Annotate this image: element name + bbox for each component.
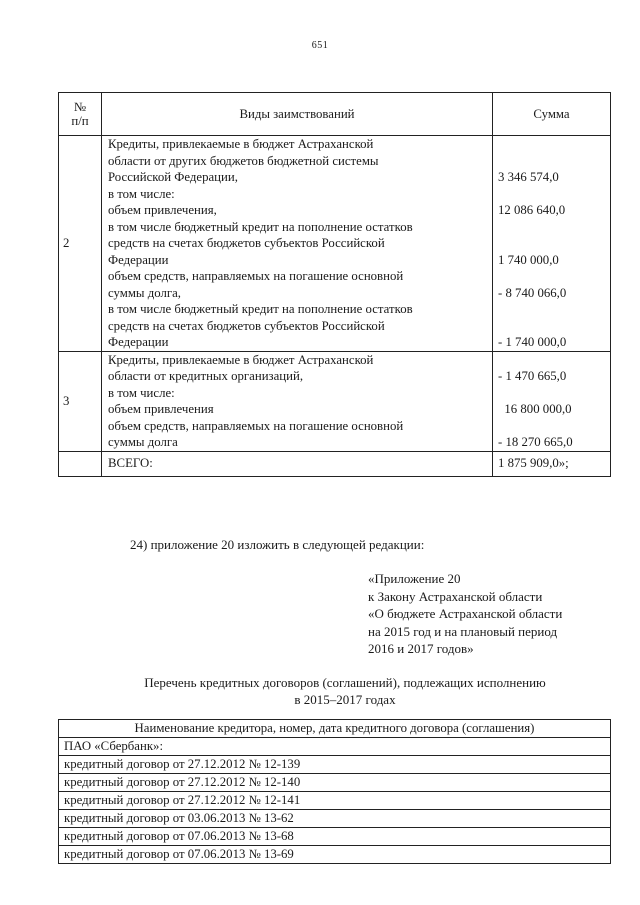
total-row xyxy=(59,451,611,476)
instruction-text: 24) приложение 20 изложить в следующей редакции: xyxy=(130,537,425,552)
amount-line: 16 800 000,0 xyxy=(498,402,572,416)
agreements-header-row xyxy=(59,720,611,738)
description-line: в том числе: xyxy=(108,385,175,400)
total-amount: 1 875 909,0»; xyxy=(493,451,611,476)
table-row xyxy=(59,136,611,352)
creditor-name: ПАО «Сбербанк»: xyxy=(59,738,611,756)
amount-line xyxy=(498,153,610,170)
total-number-cell xyxy=(59,451,102,476)
row-number: 3 xyxy=(59,351,102,451)
amount-line: - 1 470 665,0 xyxy=(498,369,567,383)
description-line: средств на счетах бюджетов субъектов Российской xyxy=(108,318,385,333)
agreement-item: кредитный договор от 03.06.2013 № 13-62 xyxy=(59,810,611,828)
row-description xyxy=(102,351,493,451)
description-line: Российской Федерации, xyxy=(108,170,238,184)
column-header-sum: Сумма xyxy=(493,93,611,136)
amount-line: 1 740 000,0 xyxy=(498,252,559,267)
agreements-header: Наименование кредитора, номер, дата кредитного договора (соглашения) xyxy=(59,720,611,738)
appendix-header xyxy=(368,570,562,658)
description-line: объем привлечения xyxy=(108,402,214,416)
amount-line: - 8 740 066,0 xyxy=(498,285,567,300)
agreement-item: кредитный договор от 27.12.2012 № 12-139 xyxy=(59,756,611,774)
table-row xyxy=(59,828,611,846)
appendix-line: «Приложение 20 xyxy=(368,571,461,586)
amount-line xyxy=(498,385,610,402)
description-line: Федерации xyxy=(108,252,169,267)
agreements-table xyxy=(58,719,611,864)
amount-line xyxy=(498,186,610,203)
description-line: суммы долга xyxy=(108,435,178,449)
agreement-item: кредитный договор от 27.12.2012 № 12-141 xyxy=(59,792,611,810)
description-line: в том числе бюджетный кредит на пополнение остатков xyxy=(108,302,413,316)
list-title-line2: в 2015–2017 годах xyxy=(294,692,396,707)
amount-line xyxy=(498,136,610,153)
description-line: Кредиты, привлекаемые в бюджет Астраханской xyxy=(108,352,374,367)
description-line: объем привлечения, xyxy=(108,203,217,217)
table-row xyxy=(59,846,611,864)
row-amounts xyxy=(493,136,611,352)
column-header-type: Виды заимствований xyxy=(102,93,493,136)
list-title-line1: Перечень кредитных договоров (соглашений), подлежащих исполнению xyxy=(144,675,546,690)
agreement-item: кредитный договор от 07.06.2013 № 13-69 xyxy=(59,846,611,864)
agreement-item: кредитный договор от 27.12.2012 № 12-140 xyxy=(59,774,611,792)
description-line: объем средств, направляемых на погашение основной xyxy=(108,418,404,433)
amount-line: 12 086 640,0 xyxy=(498,203,566,217)
amount-line xyxy=(498,301,610,318)
amount-line xyxy=(498,219,610,236)
appendix-line: на 2015 год и на плановый период xyxy=(368,623,558,639)
description-line: суммы долга, xyxy=(108,285,181,300)
list-title xyxy=(80,674,610,708)
row-amounts xyxy=(493,351,611,451)
appendix-line: к Закону Астраханской области xyxy=(368,588,543,604)
table-row xyxy=(59,792,611,810)
description-line: в том числе бюджетный кредит на пополнение остатков xyxy=(108,219,413,234)
appendix-line: «О бюджете Астраханской области xyxy=(368,606,563,621)
table-header-row xyxy=(59,93,611,136)
description-line: в том числе: xyxy=(108,186,175,201)
amount-line xyxy=(498,318,610,335)
borrowings-table xyxy=(58,92,611,477)
description-line: области от кредитных организаций, xyxy=(108,369,304,383)
appendix-line: 2016 и 2017 годов» xyxy=(368,641,474,656)
description-line: области от других бюджетов бюджетной системы xyxy=(108,153,379,168)
amount-line xyxy=(498,268,610,285)
description-line: Федерации xyxy=(108,335,169,349)
table-row xyxy=(59,351,611,451)
amount-line: - 18 270 665,0 xyxy=(498,435,573,449)
creditor-row xyxy=(59,738,611,756)
agreement-item: кредитный договор от 07.06.2013 № 13-68 xyxy=(59,828,611,846)
amount-line xyxy=(498,352,610,369)
total-label: ВСЕГО: xyxy=(102,451,493,476)
header-num-line1: № xyxy=(73,100,87,114)
description-line: объем средств, направляемых на погашение основной xyxy=(108,269,404,283)
column-header-number xyxy=(59,93,102,136)
table-row xyxy=(59,810,611,828)
page-number: 651 xyxy=(311,40,329,51)
table-row xyxy=(59,756,611,774)
amount-line xyxy=(498,418,610,435)
description-line: средств на счетах бюджетов субъектов Российской xyxy=(108,236,385,250)
amount-line: - 1 740 000,0 xyxy=(498,335,567,349)
description-line: Кредиты, привлекаемые в бюджет Астраханской xyxy=(108,137,374,151)
amount-line xyxy=(498,235,610,252)
amount-line: 3 346 574,0 xyxy=(498,170,559,184)
table-row xyxy=(59,774,611,792)
header-num-line2: п/п xyxy=(71,114,89,128)
row-number: 2 xyxy=(59,136,102,352)
row-description xyxy=(102,136,493,352)
